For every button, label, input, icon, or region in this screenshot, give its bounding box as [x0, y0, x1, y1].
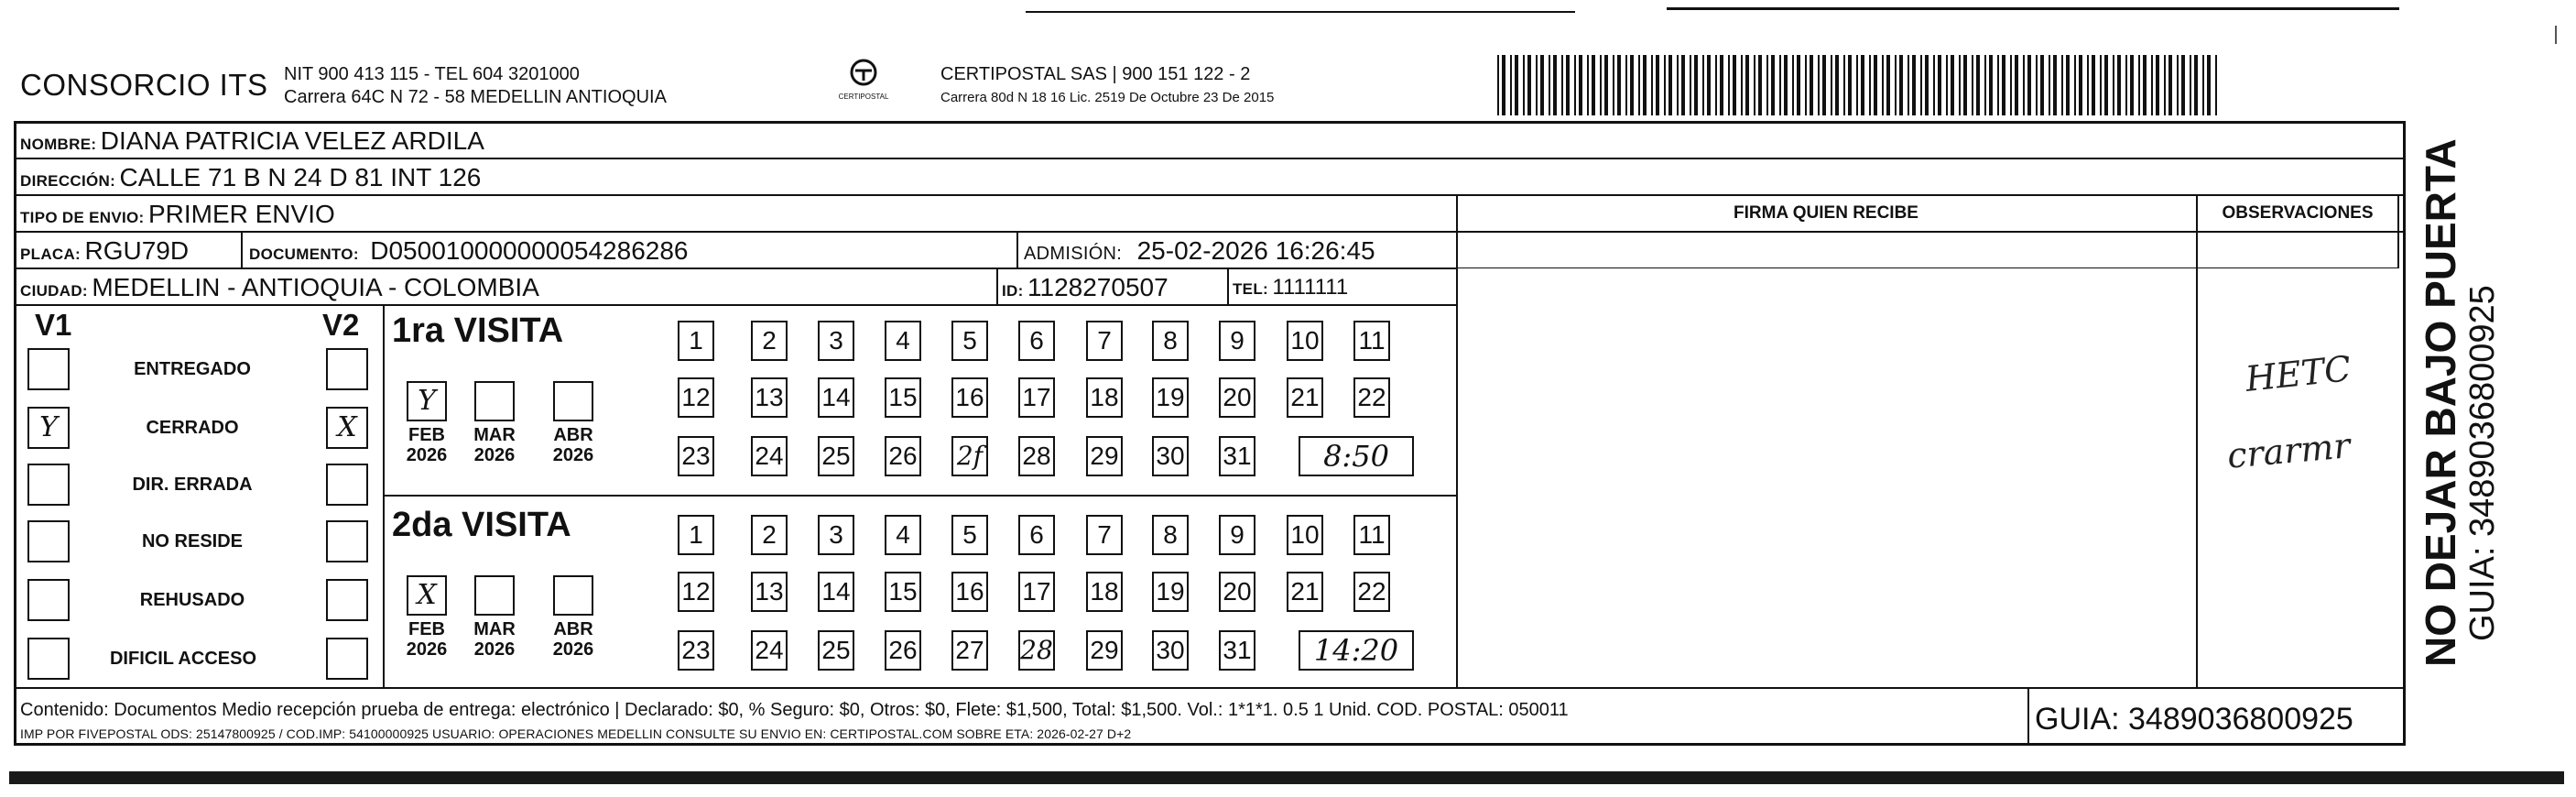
- tel-row: [1233, 275, 1348, 300]
- direccion-label: DIRECCIÓN:: [20, 172, 116, 190]
- day-box[interactable]: 8: [1152, 321, 1189, 361]
- certipostal-logo-icon: [845, 59, 882, 90]
- status-label: REHUSADO: [139, 590, 245, 610]
- day-box[interactable]: 4: [885, 321, 921, 361]
- day-box[interactable]: 7: [1086, 321, 1123, 361]
- observacion-line-1: HETC: [2244, 348, 2353, 399]
- month-year: 2026: [406, 445, 448, 465]
- day-box[interactable]: 11: [1353, 321, 1390, 361]
- status-v1-checkbox[interactable]: [27, 579, 70, 621]
- status-v2-checkbox[interactable]: [326, 464, 368, 506]
- barcode: [1497, 55, 2221, 115]
- month-year: 2026: [552, 639, 594, 660]
- day-box[interactable]: 18: [1086, 572, 1123, 612]
- status-v2-checkbox[interactable]: X: [326, 407, 368, 449]
- observaciones-header: OBSERVACIONES: [2222, 203, 2374, 223]
- day-box[interactable]: 31: [1219, 436, 1255, 476]
- day-box[interactable]: 9: [1219, 515, 1255, 555]
- day-box[interactable]: 5: [951, 515, 988, 555]
- day-box[interactable]: 23: [678, 436, 714, 476]
- month-name: ABR: [553, 619, 593, 639]
- day-box[interactable]: 2f: [951, 436, 988, 476]
- v1-header: V1: [35, 308, 72, 342]
- status-v1-checkbox[interactable]: [27, 638, 70, 680]
- status-v2-checkbox[interactable]: [326, 520, 368, 562]
- day-box[interactable]: 21: [1287, 377, 1323, 418]
- tipo-envio-label: TIPO DE ENVIO:: [20, 209, 145, 226]
- scan-artifact: [1667, 7, 2399, 10]
- month-checkbox[interactable]: X: [407, 575, 447, 616]
- month-name: FEB: [408, 425, 445, 445]
- address-line: Carrera 64C N 72 - 58 MEDELLIN ANTIOQUIA: [284, 87, 667, 107]
- day-box[interactable]: 3: [818, 515, 854, 555]
- day-box[interactable]: 17: [1018, 377, 1055, 418]
- day-box[interactable]: 20: [1219, 572, 1255, 612]
- day-box[interactable]: 19: [1152, 377, 1189, 418]
- footer-contenido: Contenido: Documentos Medio recepción prueba de entrega: electrónico | Declarado: $0, % Seguro: $0, Otros: $0, Flete: $1,500, Total: $1,500. Vol.: 1*1*1. 0.5 1 Unid. COD. POSTAL: 050011: [20, 700, 1569, 720]
- day-box[interactable]: 16: [951, 572, 988, 612]
- day-box[interactable]: 18: [1086, 377, 1123, 418]
- day-box[interactable]: 2: [751, 515, 788, 555]
- status-label: DIFICIL ACCESO: [109, 649, 256, 669]
- status-v1-checkbox[interactable]: [27, 348, 70, 390]
- month-name: FEB: [408, 619, 445, 639]
- day-box[interactable]: 12: [678, 572, 714, 612]
- firma-header: FIRMA QUIEN RECIBE: [1734, 203, 1918, 223]
- day-box[interactable]: 22: [1353, 377, 1390, 418]
- day-box[interactable]: 17: [1018, 572, 1055, 612]
- day-box[interactable]: 22: [1353, 572, 1390, 612]
- day-box[interactable]: 9: [1219, 321, 1255, 361]
- id-row: [1002, 273, 1168, 302]
- day-box[interactable]: 23: [678, 630, 714, 671]
- day-box[interactable]: 14: [818, 377, 854, 418]
- day-box[interactable]: 10: [1287, 321, 1323, 361]
- status-v1-checkbox[interactable]: Y: [27, 407, 70, 449]
- month-checkbox[interactable]: [553, 575, 593, 616]
- day-box[interactable]: 24: [751, 630, 788, 671]
- ciudad-row: [20, 273, 539, 302]
- id-label: ID:: [1002, 282, 1024, 300]
- day-box[interactable]: 13: [751, 572, 788, 612]
- status-v2-checkbox[interactable]: [326, 638, 368, 680]
- day-box[interactable]: 28: [1018, 630, 1055, 671]
- month-label: [465, 425, 524, 465]
- no-dejar-bajo-puerta: NO DEJAR BAJO PUERTA: [2417, 138, 2464, 667]
- status-label: DIR. ERRADA: [132, 475, 253, 495]
- observacion-line-2: crarmr: [2225, 425, 2353, 476]
- v2-header: V2: [322, 308, 360, 342]
- month-label: [397, 619, 456, 660]
- month-name: MAR: [473, 425, 516, 445]
- month-year: 2026: [473, 639, 516, 660]
- day-box[interactable]: 21: [1287, 572, 1323, 612]
- day-box[interactable]: 7: [1086, 515, 1123, 555]
- day-box[interactable]: 4: [885, 515, 921, 555]
- ciudad-value: MEDELLIN - ANTIOQUIA - COLOMBIA: [92, 273, 539, 301]
- month-label: [465, 619, 524, 660]
- placa-label: PLACA:: [20, 246, 82, 263]
- certipostal-line: CERTIPOSTAL SAS | 900 151 122 - 2: [940, 64, 1251, 84]
- footer-imp: IMP POR FIVEPOSTAL ODS: 25147800925 / COD.IMP: 54100000925 USUARIO: OPERACIONES MEDELLIN CONSULTE SU ENVIO EN: CERTIPOSTAL.COM SOBRE ETA: 2026-02-27 D+2: [20, 726, 1132, 741]
- day-box[interactable]: 13: [751, 377, 788, 418]
- status-v2-checkbox[interactable]: [326, 579, 368, 621]
- day-box[interactable]: 15: [885, 572, 921, 612]
- direccion-row: [20, 163, 481, 192]
- month-label: [544, 425, 603, 465]
- day-box[interactable]: 25: [818, 630, 854, 671]
- day-box[interactable]: 26: [885, 436, 921, 476]
- nombre-label: NOMBRE:: [20, 136, 97, 153]
- brand-name: CONSORCIO ITS: [20, 68, 268, 102]
- status-v1-checkbox[interactable]: [27, 520, 70, 562]
- month-name: ABR: [553, 425, 593, 445]
- month-checkbox[interactable]: [474, 575, 515, 616]
- day-box[interactable]: 25: [818, 436, 854, 476]
- ciudad-label: CIUDAD:: [20, 282, 88, 300]
- nit-line: NIT 900 413 115 - TEL 604 3201000: [284, 64, 580, 84]
- direccion-value: CALLE 71 B N 24 D 81 INT 126: [119, 163, 482, 191]
- day-box[interactable]: 1: [678, 515, 714, 555]
- day-box[interactable]: 3: [818, 321, 854, 361]
- day-box[interactable]: 30: [1152, 436, 1189, 476]
- logo-text: CERTIPOSTAL: [838, 93, 889, 101]
- day-box[interactable]: 27: [951, 630, 988, 671]
- month-name: MAR: [473, 619, 516, 639]
- status-label: ENTREGADO: [134, 359, 251, 379]
- certipostal-logo: [831, 59, 896, 101]
- month-checkbox[interactable]: [553, 381, 593, 421]
- day-box[interactable]: 24: [751, 436, 788, 476]
- status-v2-checkbox[interactable]: [326, 348, 368, 390]
- status-v1-checkbox[interactable]: [27, 464, 70, 506]
- documento-label: DOCUMENTO:: [249, 246, 359, 263]
- day-box[interactable]: 31: [1219, 630, 1255, 671]
- side-guia: GUIA: 3489036800925: [2463, 285, 2502, 641]
- day-box[interactable]: 5: [951, 321, 988, 361]
- id-value: 1128270507: [1027, 273, 1168, 301]
- day-box[interactable]: 29: [1086, 436, 1123, 476]
- day-box[interactable]: 15: [885, 377, 921, 418]
- day-box[interactable]: 10: [1287, 515, 1323, 555]
- nombre-row: [20, 126, 484, 156]
- month-checkbox[interactable]: Y: [407, 381, 447, 421]
- admision-label: ADMISIÓN:: [1024, 244, 1123, 264]
- placa-value: RGU79D: [84, 236, 190, 265]
- day-box[interactable]: 29: [1086, 630, 1123, 671]
- month-label: [397, 425, 456, 465]
- visit-title: 1ra VISITA: [392, 311, 564, 350]
- month-year: 2026: [473, 445, 516, 465]
- month-label: [544, 619, 603, 660]
- day-box[interactable]: 1: [678, 321, 714, 361]
- day-box[interactable]: 30: [1152, 630, 1189, 671]
- day-box[interactable]: 11: [1353, 515, 1390, 555]
- day-box[interactable]: 8: [1152, 515, 1189, 555]
- day-box[interactable]: 6: [1018, 321, 1055, 361]
- month-checkbox[interactable]: [474, 381, 515, 421]
- placa-row: [20, 236, 189, 266]
- admision-value: 25-02-2026 16:26:45: [1136, 236, 1375, 265]
- scan-bottom-band: [9, 771, 2564, 784]
- day-box[interactable]: 26: [885, 630, 921, 671]
- status-label: CERRADO: [146, 418, 239, 438]
- day-box[interactable]: 20: [1219, 377, 1255, 418]
- month-year: 2026: [552, 445, 594, 465]
- documento-row: [249, 236, 689, 266]
- tel-label: TEL:: [1233, 280, 1268, 298]
- tel-value: 1111111: [1272, 275, 1349, 300]
- day-box[interactable]: 2: [751, 321, 788, 361]
- day-box[interactable]: 28: [1018, 436, 1055, 476]
- tipo-envio-row: [20, 200, 335, 229]
- documento-value: D050010000000054286286: [370, 236, 689, 265]
- footer-guia: GUIA: 3489036800925: [2035, 702, 2353, 737]
- day-box[interactable]: 14: [818, 572, 854, 612]
- status-label: NO RESIDE: [141, 531, 244, 551]
- day-box[interactable]: 12: [678, 377, 714, 418]
- day-box[interactable]: 6: [1018, 515, 1055, 555]
- day-box[interactable]: 16: [951, 377, 988, 418]
- admision-row: [1024, 236, 1375, 266]
- nombre-value: DIANA PATRICIA VELEZ ARDILA: [100, 126, 484, 155]
- visit-title: 2da VISITA: [392, 506, 571, 544]
- month-year: 2026: [406, 639, 448, 660]
- visit-time-box[interactable]: 14:20: [1299, 630, 1414, 671]
- certipostal-address: Carrera 80d N 18 16 Lic. 2519 De Octubre 23 De 2015: [940, 90, 1275, 105]
- tipo-envio-value: PRIMER ENVIO: [147, 200, 335, 228]
- day-box[interactable]: 19: [1152, 572, 1189, 612]
- visit-time-box[interactable]: 8:50: [1299, 436, 1414, 476]
- scan-artifact: [1026, 11, 1575, 13]
